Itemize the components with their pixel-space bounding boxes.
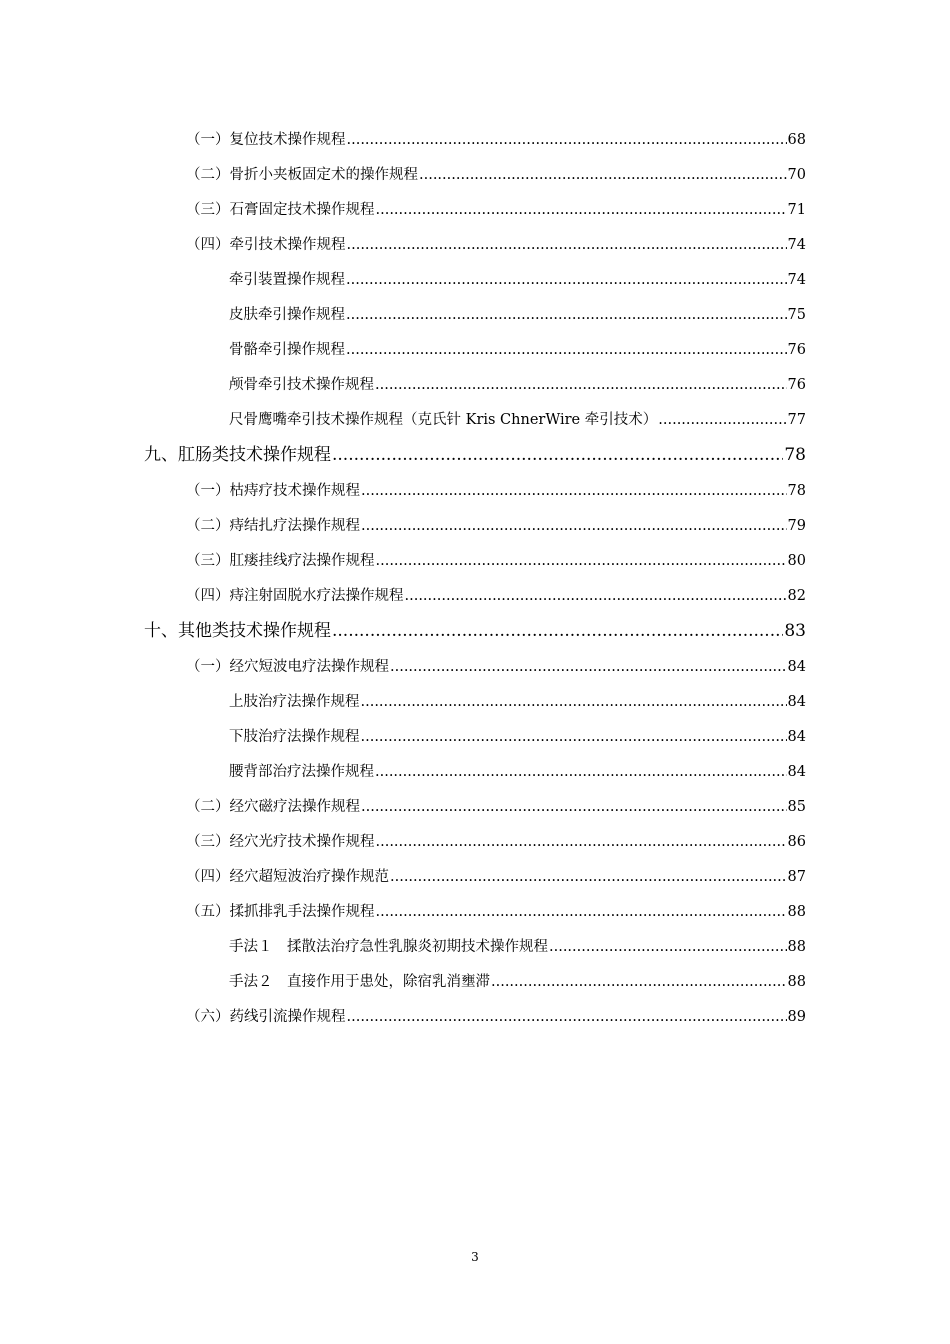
toc-entry-page: 84 bbox=[787, 764, 806, 780]
toc-entry-page: 88 bbox=[787, 904, 806, 920]
toc-entry[interactable] bbox=[229, 690, 806, 711]
toc-entry[interactable] bbox=[229, 373, 806, 394]
toc-leader bbox=[346, 272, 787, 288]
toc-entry-label: 手法２ 直接作用于患处，除宿乳消壅滞 bbox=[229, 974, 490, 990]
toc-leader bbox=[361, 799, 787, 815]
toc-entry-page: 84 bbox=[787, 729, 806, 745]
toc-entry[interactable] bbox=[229, 725, 806, 746]
toc-chapter-entry[interactable] bbox=[144, 616, 806, 641]
toc-entry-page: 88 bbox=[787, 939, 806, 955]
toc-leader bbox=[376, 553, 787, 569]
toc-leader bbox=[405, 588, 787, 604]
toc-entry-label: 皮肤牵引操作规程 bbox=[229, 307, 345, 323]
toc-entry-page: 78 bbox=[787, 483, 806, 499]
toc-entry-label: （四）痔注射固脱水疗法操作规程 bbox=[186, 588, 404, 604]
toc-entry-page: 71 bbox=[787, 202, 806, 218]
toc-entry-label: （四）牵引技术操作规程 bbox=[186, 237, 346, 253]
toc-leader bbox=[346, 342, 787, 358]
toc-entry-label: （三）肛瘘挂线疗法操作规程 bbox=[186, 553, 375, 569]
toc-entry-page: 78 bbox=[784, 445, 806, 465]
toc-entry-page: 82 bbox=[787, 588, 806, 604]
toc-entry[interactable] bbox=[186, 865, 806, 886]
toc-entry-label: （一）枯痔疗技术操作规程 bbox=[186, 483, 360, 499]
toc-entry-label: （一）经穴短波电疗法操作规程 bbox=[186, 659, 389, 675]
toc-entry[interactable] bbox=[229, 338, 806, 359]
toc-leader bbox=[419, 167, 787, 183]
toc-entry-page: 79 bbox=[787, 518, 806, 534]
toc-entry[interactable] bbox=[229, 268, 806, 289]
toc-entry[interactable] bbox=[186, 795, 806, 816]
toc-leader bbox=[658, 412, 786, 428]
toc-entry-label: 手法１ 揉散法治疗急性乳腺炎初期技术操作规程 bbox=[229, 939, 548, 955]
toc-entry[interactable] bbox=[186, 128, 806, 149]
toc-entry[interactable] bbox=[186, 655, 806, 676]
toc-entry-label: 腰背部治疗法操作规程 bbox=[229, 764, 374, 780]
toc-entry[interactable] bbox=[229, 303, 806, 324]
toc-entry-page: 70 bbox=[787, 167, 806, 183]
toc-entry[interactable] bbox=[186, 900, 806, 921]
toc-leader bbox=[390, 869, 787, 885]
toc-leader bbox=[332, 445, 783, 465]
toc-entry[interactable] bbox=[186, 830, 806, 851]
toc-entry-page: 84 bbox=[787, 694, 806, 710]
toc-entry-label: 骨骼牵引操作规程 bbox=[229, 342, 345, 358]
toc-leader bbox=[361, 694, 787, 710]
toc-leader bbox=[375, 764, 787, 780]
toc-entry-label: （三）石膏固定技术操作规程 bbox=[186, 202, 375, 218]
toc-entry-page: 86 bbox=[787, 834, 806, 850]
toc-leader bbox=[347, 1009, 787, 1025]
toc-leader bbox=[361, 483, 787, 499]
toc-leader bbox=[332, 621, 783, 641]
toc-entry-label: 上肢治疗法操作规程 bbox=[229, 694, 360, 710]
toc-entry-label: （二）痔结扎疗法操作规程 bbox=[186, 518, 360, 534]
toc-entry-page: 75 bbox=[787, 307, 806, 323]
toc-entry-label: 九、肛肠类技术操作规程 bbox=[144, 445, 331, 465]
toc-entry-page: 83 bbox=[784, 621, 806, 641]
toc-leader bbox=[347, 237, 787, 253]
toc-leader bbox=[491, 974, 787, 990]
toc-entry[interactable] bbox=[186, 163, 806, 184]
toc-entry-label: 下肢治疗法操作规程 bbox=[229, 729, 360, 745]
toc-leader bbox=[347, 132, 787, 148]
toc-entry[interactable] bbox=[229, 408, 806, 429]
toc-leader bbox=[346, 307, 787, 323]
toc-entry-label: （二）骨折小夹板固定术的操作规程 bbox=[186, 167, 418, 183]
toc-entry[interactable] bbox=[186, 198, 806, 219]
toc-entry-page: 76 bbox=[787, 342, 806, 358]
toc-entry-page: 87 bbox=[787, 869, 806, 885]
toc-entry-label: （六）药线引流操作规程 bbox=[186, 1009, 346, 1025]
page-number: 3 bbox=[471, 1250, 479, 1264]
toc-leader bbox=[376, 904, 787, 920]
toc-entry[interactable] bbox=[186, 584, 806, 605]
toc-entry[interactable] bbox=[186, 549, 806, 570]
toc-entry-page: 74 bbox=[787, 237, 806, 253]
toc-entry-label: 牵引装置操作规程 bbox=[229, 272, 345, 288]
toc-entry-label: 尺骨鹰嘴牵引技术操作规程（克氏针 Kris ChnerWire 牵引技术） bbox=[229, 412, 658, 428]
toc-entry[interactable] bbox=[229, 760, 806, 781]
toc-entry[interactable] bbox=[186, 233, 806, 254]
toc-entry-page: 88 bbox=[787, 974, 806, 990]
toc-entry[interactable] bbox=[229, 970, 806, 991]
toc-leader bbox=[390, 659, 787, 675]
toc-leader bbox=[376, 834, 787, 850]
toc-entry-page: 84 bbox=[787, 659, 806, 675]
toc-leader bbox=[375, 377, 787, 393]
toc-entry-page: 80 bbox=[787, 553, 806, 569]
toc-entry[interactable] bbox=[186, 514, 806, 535]
toc-entry-label: （三）经穴光疗技术操作规程 bbox=[186, 834, 375, 850]
toc-entry-label: （一）复位技术操作规程 bbox=[186, 132, 346, 148]
toc-entry-page: 77 bbox=[787, 412, 806, 428]
toc-leader bbox=[376, 202, 787, 218]
toc-leader bbox=[361, 518, 787, 534]
toc-leader bbox=[361, 729, 787, 745]
toc-entry-page: 76 bbox=[787, 377, 806, 393]
toc-entry[interactable] bbox=[186, 479, 806, 500]
toc-entry-page: 74 bbox=[787, 272, 806, 288]
toc-entry-label: （五）揉抓排乳手法操作规程 bbox=[186, 904, 375, 920]
toc-entry-label: （二）经穴磁疗法操作规程 bbox=[186, 799, 360, 815]
toc-leader bbox=[549, 939, 787, 955]
toc-entry-page: 68 bbox=[787, 132, 806, 148]
toc-entry-page: 89 bbox=[787, 1009, 806, 1025]
toc-chapter-entry[interactable] bbox=[144, 440, 806, 465]
toc-entry-label: 十、其他类技术操作规程 bbox=[144, 621, 331, 641]
toc-entry[interactable] bbox=[229, 935, 806, 956]
toc-entry[interactable] bbox=[186, 1005, 806, 1026]
toc-entry-label: 颅骨牵引技术操作规程 bbox=[229, 377, 374, 393]
toc-entry-page: 85 bbox=[787, 799, 806, 815]
toc-entry-label: （四）经穴超短波治疗操作规范 bbox=[186, 869, 389, 885]
